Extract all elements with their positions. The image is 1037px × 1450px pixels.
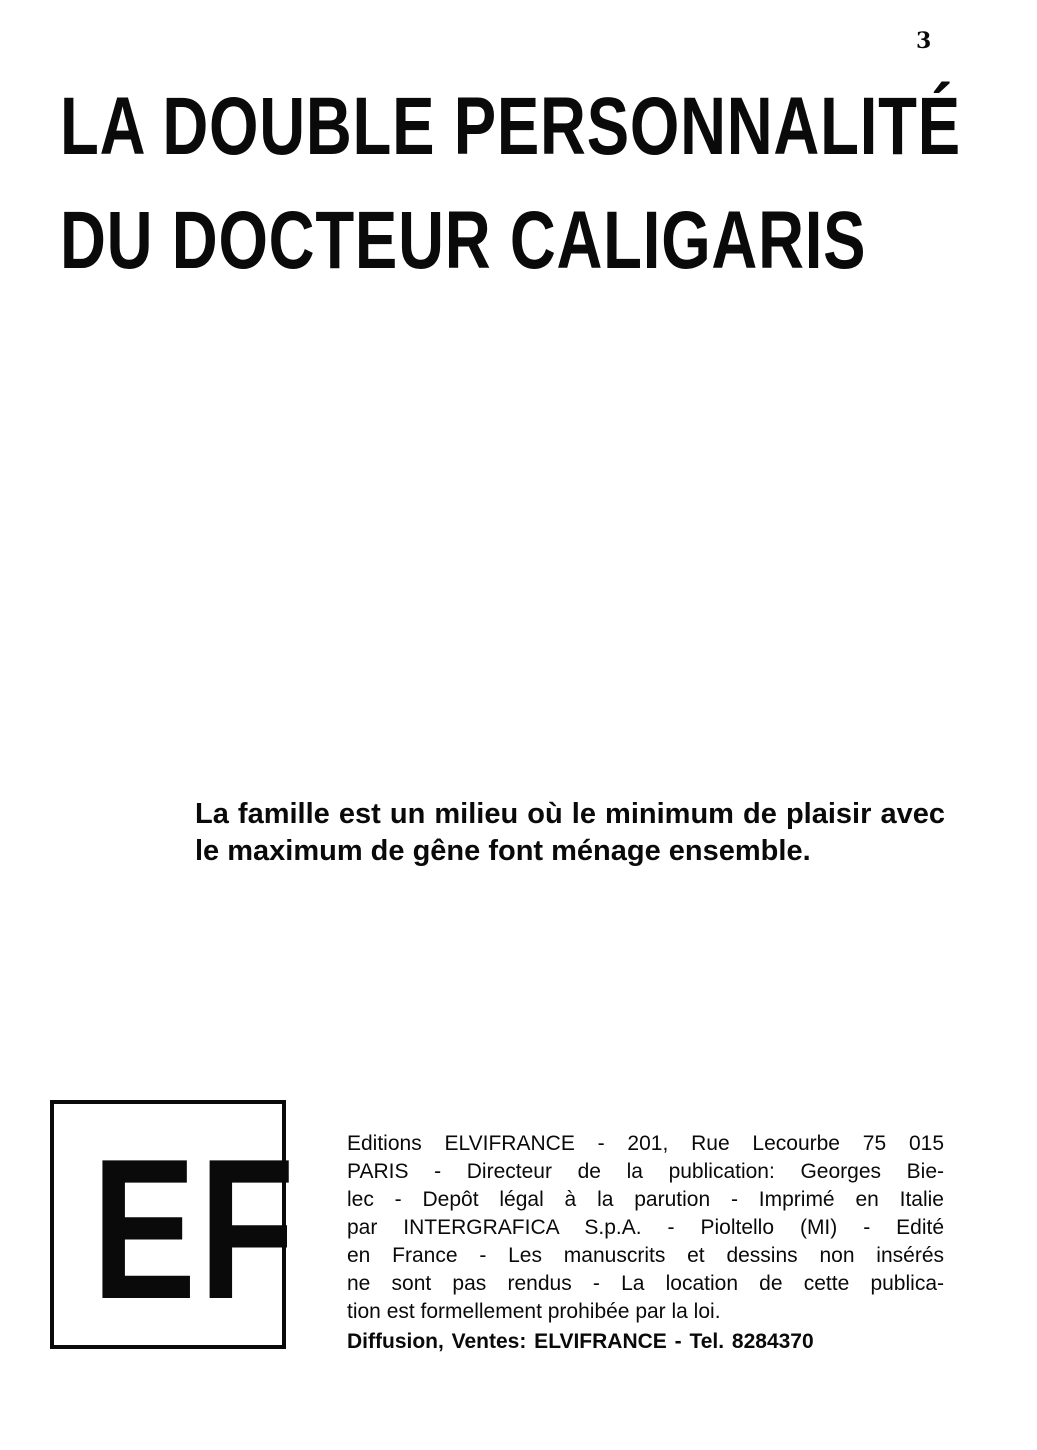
imprint-line: tion est formellement prohibée par la loi. [347,1300,721,1323]
title-line-1: LA DOUBLE PERSONNALITÉ [60,81,961,172]
imprint-block [347,1130,944,1356]
publisher-logo [50,1100,298,1349]
imprint-contact: Diffusion, Ventes: ELVIFRANCE - Tel. 8284370 [347,1330,814,1353]
imprint-line: PARIS - Directeur de la publication: Georges Bie- [347,1160,944,1183]
imprint-line: Editions ELVIFRANCE - 201, Rue Lecourbe 75 015 [347,1132,944,1155]
imprint-line: par INTERGRAFICA S.p.A. - Pioltello (MI) - Edité [347,1216,944,1239]
imprint-line: lec - Depôt légal à la parution - Imprimé en Italie [347,1188,944,1211]
page-number: 3 [916,28,932,54]
imprint-line: en France - Les manuscrits et dessins non insérés [347,1244,944,1267]
title-line-2: DU DOCTEUR CALIGARIS [60,195,867,286]
imprint-line: ne sont pas rendus - La location de cette publica- [347,1272,944,1295]
epigraph-quote: La famille est un milieu où le minimum de plaisir avec le maximum de gêne font ménage ensemble. [195,798,945,867]
publisher-logo-text: EF [92,1118,298,1341]
